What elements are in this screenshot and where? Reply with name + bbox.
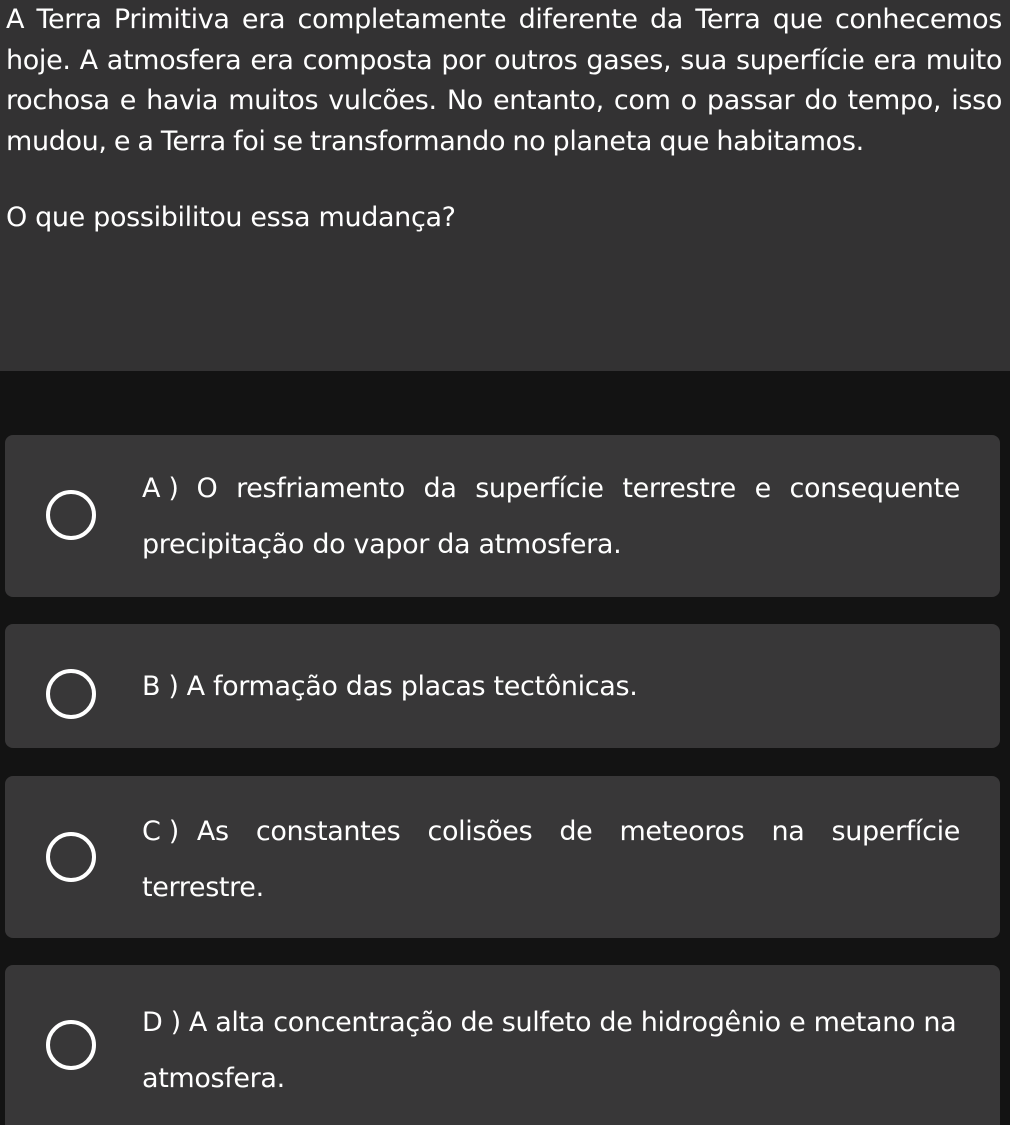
question-panel xyxy=(0,0,1010,371)
answer-option-letter: A ) xyxy=(142,473,179,504)
answer-option-letter: B ) xyxy=(142,671,179,702)
question-prompt: O que possibilitou essa mudança? xyxy=(6,202,456,233)
answer-option-d[interactable] xyxy=(5,965,1000,1125)
answer-option-text xyxy=(142,461,960,573)
radio-circle-icon[interactable] xyxy=(46,832,96,882)
answer-option-text xyxy=(142,995,960,1107)
answer-option-b[interactable] xyxy=(5,624,1000,748)
radio-circle-icon[interactable] xyxy=(46,1020,96,1070)
answer-option-label: A formação das placas tectônicas. xyxy=(186,671,638,702)
answer-option-text xyxy=(142,804,960,916)
answer-option-label: O resfriamento da superfície terrestre e consequente precipitação do vapor da atmosfera. xyxy=(142,473,960,560)
answer-option-letter: D ) xyxy=(142,1007,181,1038)
radio-circle-icon[interactable] xyxy=(46,490,96,540)
answer-option-letter: C ) xyxy=(142,816,179,847)
question-passage: A Terra Primitiva era completamente diferente da Terra que conhecemos hoje. A atmosfera era composta por outros gases, sua superfície era muito rochosa e havia muitos vulcões. No entanto, com o passar do tempo, isso mudou, e a Terra foi se transformando no planeta que habitamos. xyxy=(6,4,1002,157)
answer-option-label: A alta concentração de sulfeto de hidrogênio e metano na atmosfera. xyxy=(142,1007,957,1094)
answer-option-text xyxy=(142,659,960,715)
answer-option-c[interactable] xyxy=(5,776,1000,938)
answer-option-a[interactable] xyxy=(5,435,1000,597)
answer-option-label: As constantes colisões de meteoros na superfície terrestre. xyxy=(142,816,960,903)
radio-circle-icon[interactable] xyxy=(46,669,96,719)
